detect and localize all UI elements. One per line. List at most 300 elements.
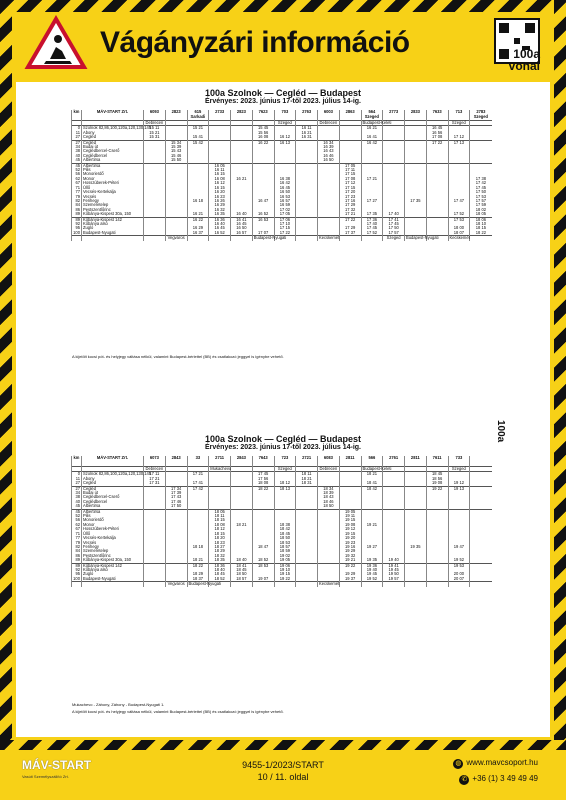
destination-station [209,236,231,241]
time-cell: 17 57 [383,231,405,236]
station-km: 95 [72,572,82,576]
time-cell: 17 11 [144,472,166,477]
blank-cell [72,582,82,587]
time-cell: 18 46 [318,500,340,504]
train-number: 2783 [470,110,492,115]
time-cell: 16 34 [318,140,340,145]
time-cell: 16 38 [274,177,296,181]
time-cell: 16 50 [231,226,253,230]
time-cell: 18 50 [274,536,296,540]
time-cell: 19 29 [339,549,361,553]
time-cell: 19 52 [448,558,470,563]
time-cell: 17 50 [383,226,405,230]
destination-station [426,582,448,587]
destination-station [144,582,166,587]
time-cell: 16 53 [252,217,274,222]
station-km: 45 [72,163,82,168]
time-cell: 18 50 [318,504,340,509]
time-cell: 18 41 [231,563,253,568]
time-cell: 16 31 [296,135,318,140]
time-cell: 15 56 [252,131,274,135]
time-cell: 18 21 [296,477,318,481]
station-km: 56 [72,518,82,522]
time-cell: 17 36 [361,217,383,222]
time-cell: 18 36 [209,563,231,568]
timetable-section-1 [71,110,492,241]
station-km: 62 [72,523,82,527]
time-cell: 17 50 [470,190,492,194]
destination-station [231,236,253,241]
section1-validity: Érvényes: 2023. június 17-től 2023. július 14-ig. [204,98,361,105]
train-number: 2823 [231,110,253,115]
station-km: 27 [72,486,82,491]
time-cell: 16 46 [318,154,340,158]
time-cell: 16 21 [296,131,318,135]
time-cell: 15 39 [165,145,187,149]
time-cell: 18 34 [318,486,340,491]
time-cell: 18 52 [209,577,231,582]
time-cell: 17 42 [470,181,492,185]
station-km: 79 [72,541,82,545]
time-cell: 18 22 [252,486,274,491]
time-cell: 16 47 [252,199,274,203]
station-km: 89 [72,558,82,563]
time-cell: 19 22 [274,577,296,582]
time-cell: 19 57 [383,577,405,582]
station-name: Ceglédbercel-Cserő [82,495,144,499]
time-cell: 19 10 [274,568,296,572]
station-name: Ceglédbercel-Cserő [82,149,144,153]
operator-header: MÁV-START Zrt. [82,110,144,115]
time-cell: 17 56 [252,477,274,481]
station-name: Monorierdő [82,518,144,522]
time-cell: 17 05 [339,163,361,168]
time-cell: 19 07 [252,577,274,582]
station-name: Pilis [82,168,144,172]
time-cell: 16 39 [318,145,340,149]
time-cell: 19 11 [339,514,361,518]
station-name: Vecsés [82,541,144,545]
time-cell: 17 23 [339,195,361,199]
station-name: Albertirsa [82,509,144,514]
time-cell: 19 47 [448,545,470,549]
destination-station [252,582,274,587]
side-line-label: 100a [494,420,506,443]
time-cell: 17 29 [339,203,361,207]
time-cell: 18 27 [209,545,231,549]
time-cell: 17 47 [448,199,470,203]
station-km: 86 [72,208,82,212]
station-km: 89 [72,563,82,568]
station-name: Cegléd [82,135,144,140]
time-cell: 19 23 [339,541,361,545]
time-cell: 18 53 [274,541,296,545]
time-cell: 17 08 [426,135,448,140]
time-cell: 16 43 [318,149,340,153]
time-cell: 15 43 [165,149,187,153]
train-number: 2761 [383,456,405,461]
time-cell: 18 12 [209,527,231,531]
station-name: Pestszentlőrinc [82,554,144,558]
time-cell: 16 18 [187,199,209,203]
train-number: 7633 [426,110,448,115]
destination-station: Szeged [383,236,405,241]
time-cell: 18 07 [448,231,470,236]
time-cell: 16 45 [231,222,253,226]
time-cell: 16 21 [231,177,253,181]
origin-station: Szeged [448,121,470,126]
train-name: Sarkadi [187,115,209,121]
time-cell: 18 15 [209,532,231,536]
phone-number[interactable]: +36 (1) 3 49 49 49 [472,774,538,783]
time-cell: 16 21 [361,126,383,131]
time-cell: 18 02 [470,208,492,212]
line-number: 100a [513,47,540,61]
station-name: Kőbánya-Kispest 30a, 150 [82,212,144,217]
time-cell: 16 52 [252,212,274,217]
time-cell: 18 39 [318,491,340,495]
mav-start-logo: MÁV-START [22,758,92,772]
time-cell: 16 08 [209,177,231,181]
time-cell: 17 15 [339,186,361,190]
train-name: Szeged [361,115,383,121]
origin-station: Szeged [448,467,470,472]
time-cell: 18 13 [274,486,296,491]
time-cell: 17 05 [274,212,296,217]
section1-title: 100a Szolnok — Cegléd — Budapest [204,88,362,98]
hazard-stripe-bottom [0,740,566,750]
train-number: 2823 [165,110,187,115]
station-km: 67 [72,527,82,531]
station-km: 38 [72,495,82,499]
time-cell: 17 22 [339,217,361,222]
time-cell: 16 37 [187,231,209,236]
time-cell: 15 21 [187,126,209,131]
destination-row [72,236,492,241]
time-cell: 18 11 [209,514,231,518]
time-cell: 18 31 [296,481,318,486]
origin-station: Szeged [274,467,296,472]
blank-cell [82,236,144,241]
train-number: 2773 [383,110,405,115]
time-cell: 19 13 [448,486,470,491]
station-name: Abony [82,477,144,481]
destination-station [361,236,383,241]
station-km: 82 [72,545,82,549]
station-name: Ceglédbercel [82,154,144,158]
station-km: 45 [72,509,82,514]
station-km: 77 [72,536,82,540]
time-cell: 17 45 [470,186,492,190]
time-cell: 16 32 [209,208,231,212]
time-cell: 18 45 [426,472,448,477]
time-cell: 16 42 [361,140,383,145]
destination-station [470,582,492,587]
train-number: 2721 [296,456,318,461]
document-id: 9455-1/2023/START [242,760,324,770]
origin-station: Debrecen [145,466,164,471]
time-cell: 16 36 [209,217,231,222]
time-cell: 18 35 [209,558,231,563]
time-cell: 18 08 [209,523,231,527]
time-cell: 17 57 [470,199,492,203]
station-km: 77 [72,190,82,194]
time-cell: 15 31 [144,135,166,140]
time-cell: 19 08 [426,481,448,486]
station-km: 0 [72,472,82,477]
time-cell: 18 22 [470,231,492,236]
time-cell: 16 26 [209,199,231,203]
time-cell: 17 21 [361,177,383,181]
time-cell: 17 45 [252,472,274,477]
time-cell: 16 22 [252,140,274,145]
header [12,12,554,82]
website-link[interactable]: www.mavcsoport.hu [466,758,538,767]
roadwork-warning-icon [26,17,86,69]
station-name: Szemeretelep [82,549,144,553]
time-cell: 16 53 [274,195,296,199]
station-km: 89 [72,217,82,222]
hazard-stripe-left [0,0,12,740]
time-cell: 17 27 [361,199,383,203]
station-km: 100 [73,575,80,581]
station-name: Monor [82,177,144,181]
section1-note: A kijelölt kocsi pót- és helyjegy váltása nélkül, valamint Budapest-bérlettel (BB) és csatlakozó jeggyel is igénybe vehető. [72,354,284,359]
time-cell: 17 21 [187,472,209,477]
station-name: Abony [82,131,144,135]
train-number: 6003 [318,110,340,115]
station-km: 71 [72,532,82,536]
time-cell: 16 50 [274,190,296,194]
station-name: Monor [82,523,144,527]
time-cell: 18 29 [209,549,231,553]
time-cell: 19 41 [383,563,405,568]
time-cell: 18 06 [470,217,492,222]
destination-station: Budapest-Nyugati [188,581,222,587]
time-cell: 16 11 [209,168,231,172]
time-cell: 17 07 [252,231,274,236]
station-name: Kőbánya alsó [82,222,144,226]
train-number: 2763 [296,110,318,115]
time-cell: 18 05 [209,509,231,514]
page-number: 10 / 11. oldal [257,772,309,782]
station-name: Kőbánya-Kispest 30a, 150 [82,558,144,563]
time-cell: 16 22 [187,217,209,222]
time-cell: 17 43 [165,495,187,499]
time-cell: 15 46 [165,154,187,158]
time-cell: 18 20 [209,536,231,540]
station-km: 45 [72,504,82,509]
time-cell: 17 46 [165,500,187,504]
time-cell: 17 29 [339,226,361,230]
station-km: 71 [72,186,82,190]
time-cell: 17 52 [448,212,470,217]
time-cell: 17 02 [274,208,296,212]
time-cell: 17 39 [165,491,187,495]
destination-station: Kecskemét [319,581,340,587]
time-cell: 16 45 [274,186,296,190]
time-cell: 16 41 [361,135,383,140]
time-cell: 19 35 [405,545,427,549]
time-cell: 15 41 [187,135,209,140]
station-name: Budapest-Nyugati [82,577,144,582]
time-cell: 19 29 [339,572,361,576]
station-km: 40 [72,154,82,158]
time-cell: 17 11 [339,168,361,172]
time-cell: 19 21 [339,558,361,563]
time-cell: 19 53 [448,563,470,568]
time-cell: 16 05 [209,163,231,168]
line-word: vonal [508,59,540,73]
station-km: 62 [72,177,82,181]
time-cell: 16 59 [274,203,296,207]
time-cell: 18 38 [274,523,296,527]
time-cell: 19 22 [339,563,361,568]
time-cell: 16 15 [209,186,231,190]
station-km: 84 [72,549,82,553]
time-cell: 18 21 [187,558,209,563]
time-cell: 17 42 [187,486,209,491]
time-cell: 18 00 [448,226,470,230]
time-cell: 18 10 [470,222,492,226]
time-cell: 18 08 [252,481,274,486]
station-name: Albertirsa [82,163,144,168]
station-name: Budapest-Nyugati [82,231,144,236]
time-cell: 18 50 [231,572,253,576]
section2-title: 100a Szolnok — Cegléd — Budapest [204,434,362,444]
destination-station [144,236,166,241]
phone-contact[interactable] [459,774,538,785]
time-cell: 19 35 [361,558,383,563]
station-name: Üllő [82,532,144,536]
time-cell: 16 57 [231,231,253,236]
station-name: Pilis [82,514,144,518]
time-cell: 18 37 [187,577,209,582]
train-number: 723 [274,456,296,461]
time-cell: 17 16 [339,199,361,203]
time-cell: 16 08 [252,135,274,140]
time-cell: 18 57 [231,577,253,582]
station-km: 0 [72,126,82,131]
train-number: 2811 [339,456,361,461]
train-number: 2711 [209,456,231,461]
time-cell: 18 22 [187,563,209,568]
station-name: Cegléd [82,481,144,486]
time-cell: 18 15 [470,226,492,230]
operator-header: MÁV-START Zrt. [82,456,144,461]
station-name: Pestszentlőrinc [82,208,144,212]
time-cell: 16 12 [209,181,231,185]
time-cell: 16 20 [209,190,231,194]
train-number: 6093 [144,110,166,115]
time-cell: 16 13 [274,140,296,145]
time-cell: 16 35 [209,212,231,217]
time-cell: 17 06 [274,217,296,222]
time-cell: 18 15 [209,518,231,522]
destination-station [274,582,296,587]
station-km: 27 [72,135,82,140]
station-name: Szolnok 82,86,100,120a,120,130,145 [83,125,152,131]
train-number: 2733 [209,110,231,115]
time-cell: 19 15 [339,532,361,536]
destination-row [72,582,492,587]
time-cell: 19 40 [361,568,383,572]
km-header: km [72,110,82,115]
time-cell: 19 50 [383,572,405,576]
destination-station [296,236,318,241]
station-km: 11 [72,477,82,481]
time-cell: 17 21 [144,477,166,481]
train-number: 566 [361,456,383,461]
time-cell: 19 15 [274,572,296,576]
train-number: 2843 [231,456,253,461]
station-name: Budai út [82,145,144,149]
station-name: Ferihegy [82,545,144,549]
time-cell: 17 35 [405,199,427,203]
time-cell: 18 42 [361,486,383,491]
time-cell: 17 20 [339,190,361,194]
station-name: Szemeretelep [82,203,144,207]
time-cell: 16 23 [209,195,231,199]
time-cell: 18 11 [296,472,318,477]
time-cell: 16 21 [187,212,209,217]
station-name: Zugló [82,572,144,576]
time-cell: 18 21 [361,472,383,477]
time-cell: 18 59 [274,549,296,553]
origin-station: Debrecen [145,120,164,125]
time-cell: 17 50 [165,504,187,509]
destination-station [361,582,383,587]
time-cell: 18 53 [252,563,274,568]
station-km: 56 [72,172,82,176]
station-name: Üllő [82,186,144,190]
station-name: Vecsés [82,195,144,199]
time-cell: 17 15 [339,172,361,176]
time-cell: 16 29 [187,226,209,230]
station-km: 40 [72,500,82,504]
train-name: Szeged [470,115,492,121]
mav-start-logo-subtitle: Vasúti Személyszállító Zrt. [22,774,69,779]
page-title: Vágányzári információ [100,26,410,59]
section2-note-2: A kijelölt kocsi pót- és helyjegy váltása nélkül, valamint Budapest-bérlettel (BB) és csatlakozó jeggyel is igénybe vehető. [72,709,284,714]
origin-station: Budapest-Keleti [362,120,392,125]
time-cell: 19 45 [383,568,405,572]
time-cell: 17 22 [426,140,448,145]
time-cell: 19 05 [274,558,296,563]
time-cell: 18 52 [252,558,274,563]
train-number: 33 [187,456,209,461]
time-cell: 19 52 [361,577,383,582]
train-number: 6083 [318,456,340,461]
time-cell: 16 50 [318,158,340,163]
website-contact[interactable] [453,758,538,769]
train-number: 615 [187,110,209,115]
time-cell: 17 45 [383,222,405,226]
time-cell: 19 20 [339,536,361,540]
section2-validity: Érvényes: 2023. június 17-től 2023. július 14-ig. [204,444,361,451]
time-cell: 16 42 [274,181,296,185]
time-cell: 18 12 [274,481,296,486]
time-cell: 16 45 [426,126,448,131]
train-number: 2833 [405,110,427,115]
train-number: 7623 [252,110,274,115]
time-cell: 17 45 [361,226,383,230]
time-cell: 16 57 [274,199,296,203]
station-name: Hosszúberek-Péteri [82,527,144,531]
origin-station: Mukachevo [210,466,232,471]
time-cell: 16 40 [231,212,253,217]
time-cell: 18 05 [470,212,492,217]
